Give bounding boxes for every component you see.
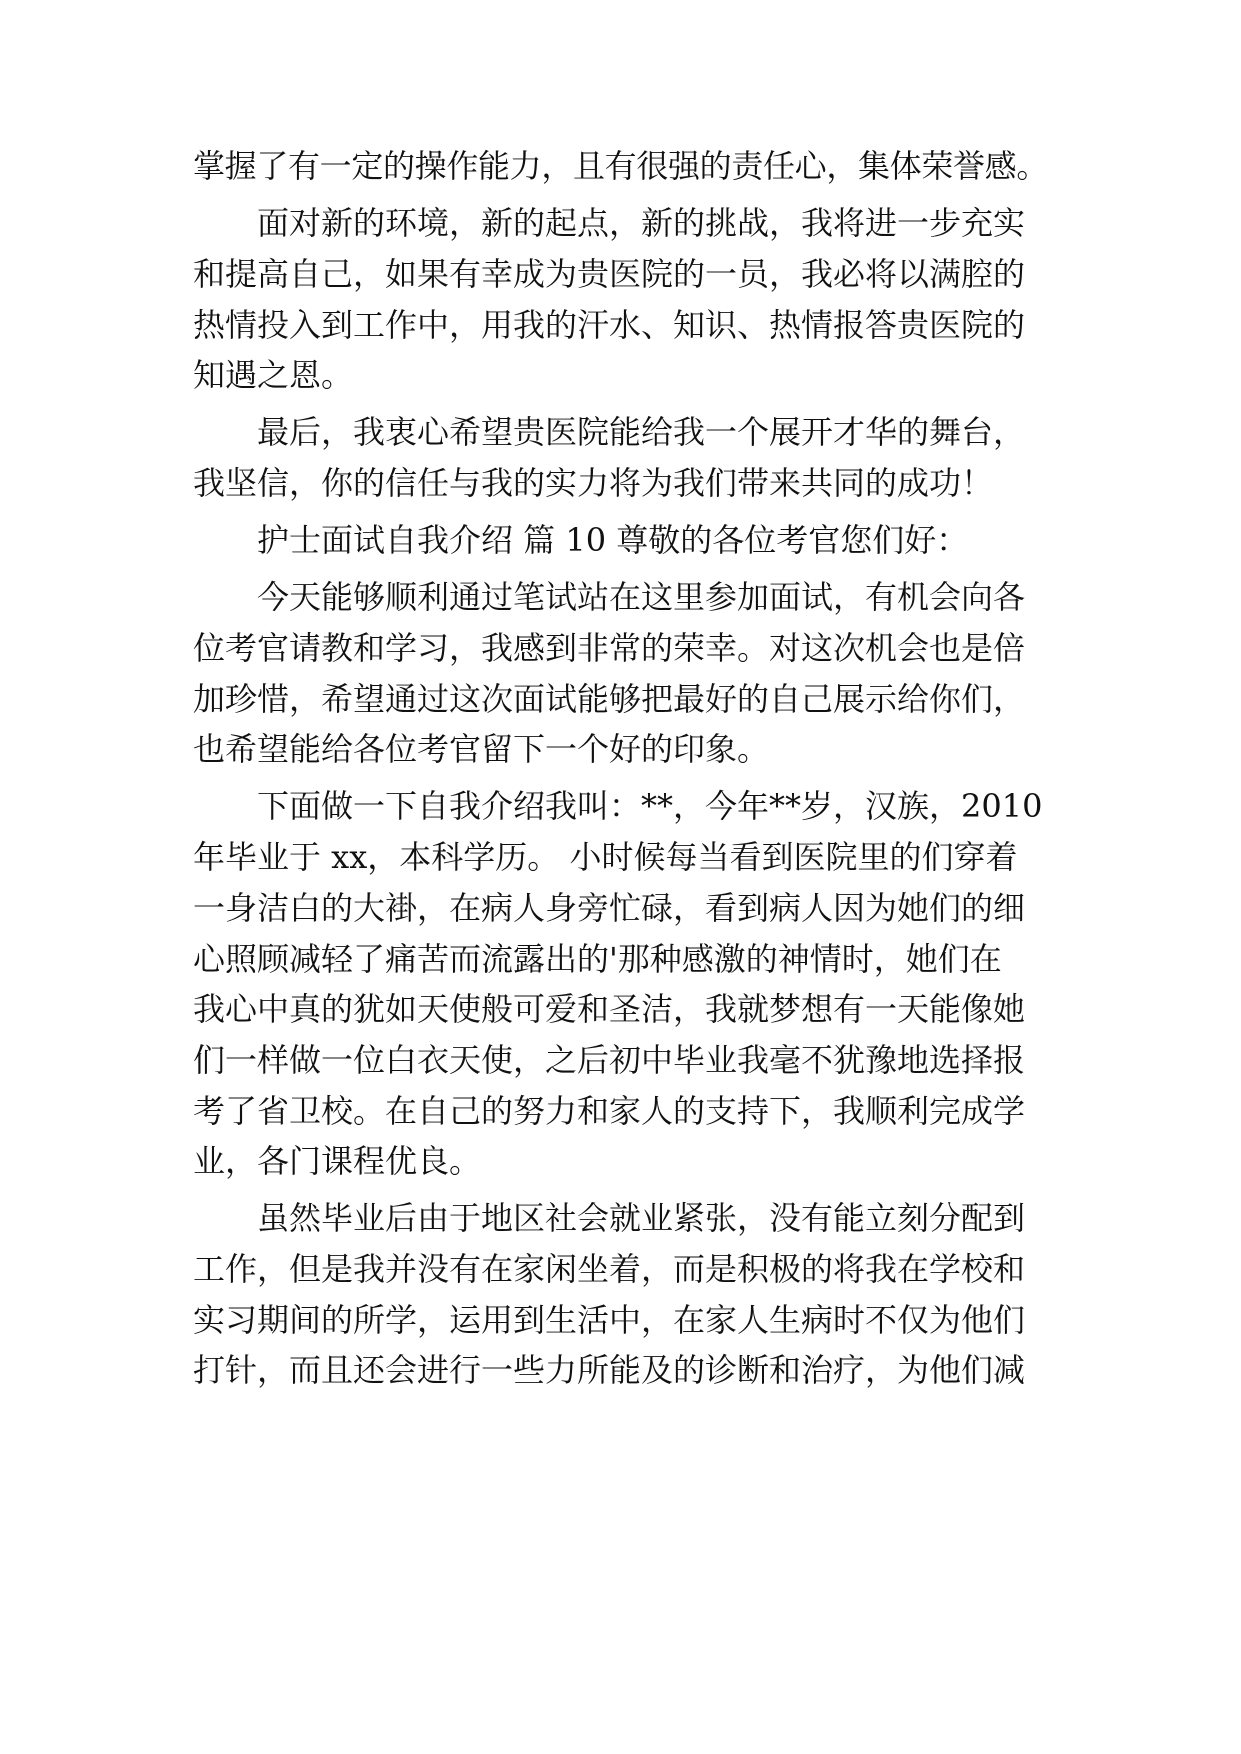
text-line: 实习期间的所学，运用到生活中，在家人生病时不仅为他们 (193, 1301, 1026, 1339)
text-line: 心照顾减轻了痛苦而流露出的'那种感激的神情时，她们在 (193, 940, 1002, 978)
text-line: 年毕业于 xx，本科学历。 小时候每当看到医院里的们穿着 (193, 838, 1018, 876)
text-line: 业，各门课程优良。 (193, 1142, 482, 1180)
text-line: 工作，但是我并没有在家闲坐着，而是积极的将我在学校和 (193, 1250, 1026, 1288)
text-line: 一身洁白的大褂，在病人身旁忙碌，看到病人因为她们的细 (193, 889, 1026, 927)
text-line: 和提高自己，如果有幸成为贵医院的一员，我必将以满腔的 (193, 255, 1026, 293)
text-line: 我坚信，你的信任与我的实力将为我们带来共同的成功！ (193, 464, 994, 502)
text-line: 们一样做一位白衣天使，之后初中毕业我毫不犹豫地选择报 (193, 1041, 1026, 1079)
text-line: 位考官请教和学习，我感到非常的荣幸。对这次机会也是倍 (193, 629, 1026, 667)
text-line: 打针，而且还会进行一些力所能及的诊断和治疗，为他们减 (193, 1351, 1026, 1389)
paragraph-start-line: 最后，我衷心希望贵医院能给我一个展开才华的舞台， (257, 413, 1026, 451)
text-line: 考了省卫校。在自己的努力和家人的支持下，我顺利完成学 (193, 1092, 1026, 1130)
text-line: 热情投入到工作中，用我的汗水、知识、热情报答贵医院的 (193, 306, 1026, 344)
paragraph-start-line: 今天能够顺利通过笔试站在这里参加面试，有机会向各 (257, 578, 1026, 616)
paragraph-start-line: 虽然毕业后由于地区社会就业紧张，没有能立刻分配到 (257, 1199, 1026, 1237)
text-line: 加珍惜，希望通过这次面试能够把最好的自己展示给你们， (193, 680, 1026, 718)
text-line: 知遇之恩。 (193, 356, 354, 394)
text-line: 也希望能给各位考官留下一个好的印象。 (193, 730, 770, 768)
text-line: 我心中真的犹如天使般可爱和圣洁，我就梦想有一天能像她 (193, 990, 1026, 1028)
text-line: 掌握了有一定的操作能力，且有很强的责任心，集体荣誉感。 (193, 147, 1049, 185)
section-heading-line: 护士面试自我介绍 篇 10 尊敬的各位考官您们好： (257, 521, 969, 559)
paragraph-start-line: 下面做一下自我介绍我叫：**，今年**岁，汉族，2010 (257, 787, 1043, 825)
paragraph-start-line: 面对新的环境，新的起点，新的挑战，我将进一步充实 (257, 204, 1026, 242)
